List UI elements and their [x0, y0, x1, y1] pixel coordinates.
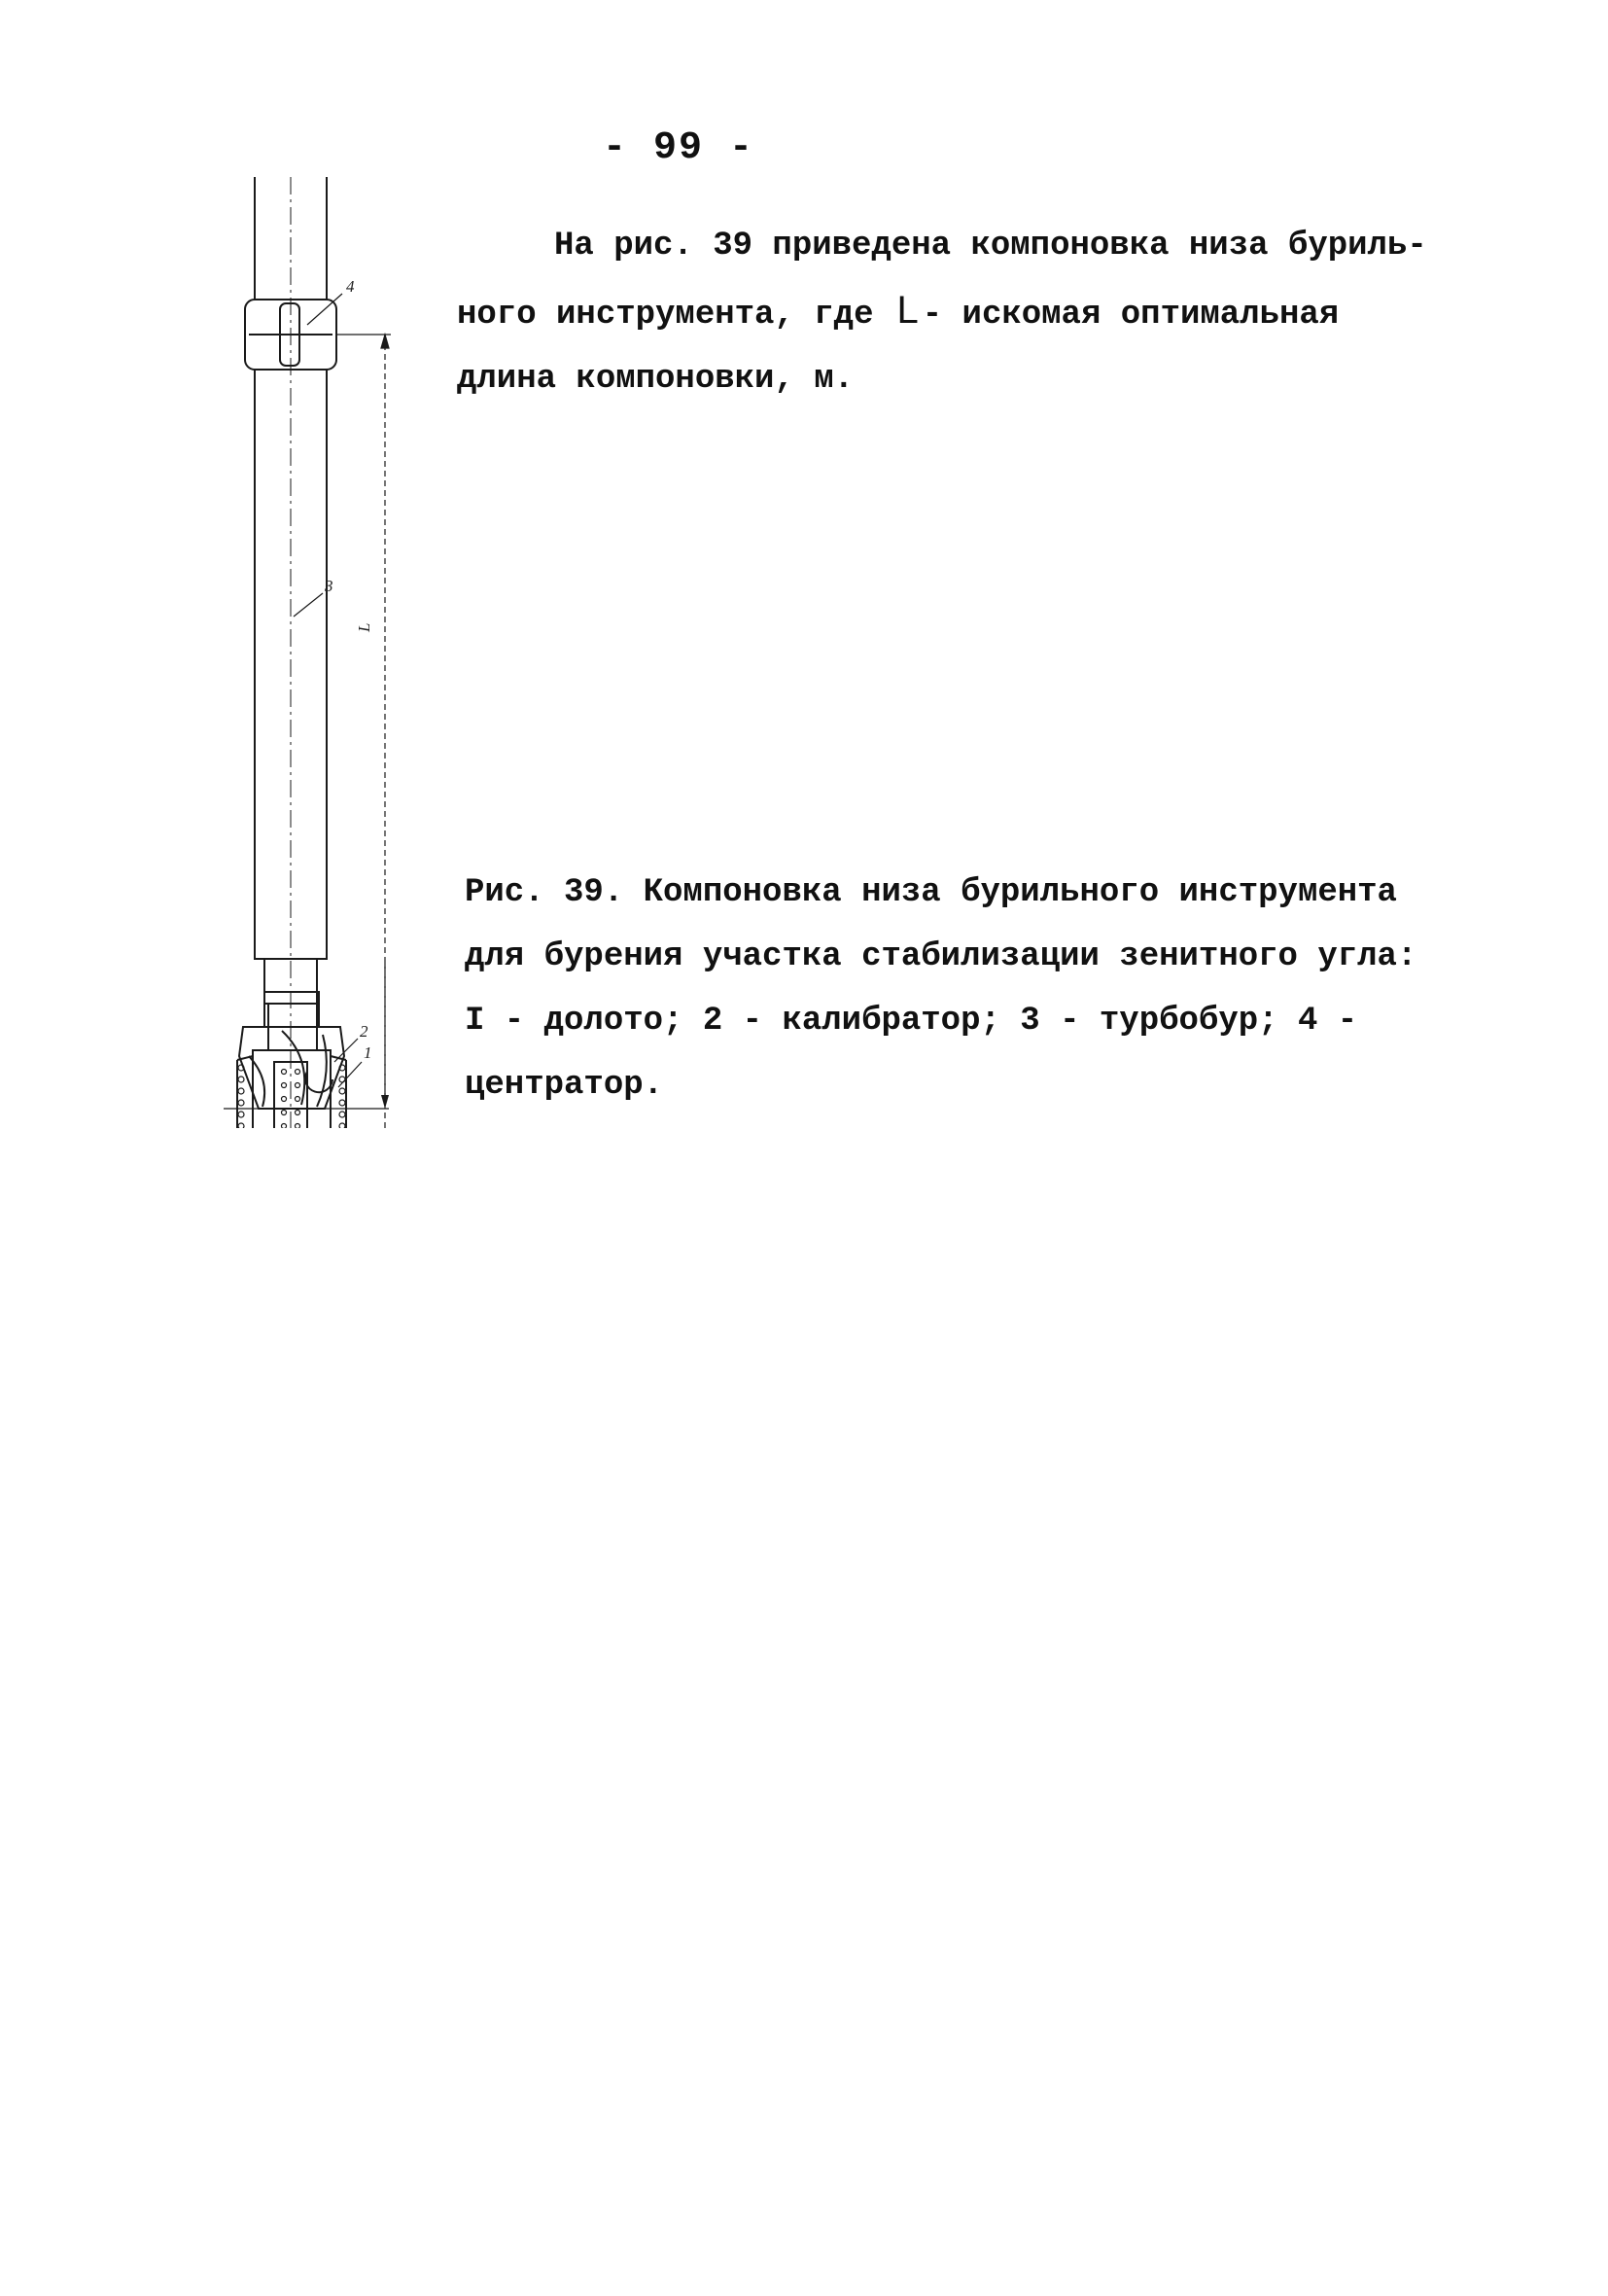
- callout-1: 1: [364, 1043, 372, 1062]
- drill-bit-part-1: [239, 1027, 344, 1109]
- paragraph-line-2-start: ного инструмента, где: [457, 297, 874, 334]
- dimension-label: L: [355, 622, 373, 632]
- paragraph-line-1: На рис. 39 приведена компоновка низа буриль-: [554, 228, 1427, 265]
- callout-4: 4: [346, 277, 355, 296]
- bit-drawing-svg: [224, 963, 418, 1138]
- caption-line-2: для бурения участка стабилизации зенитного угла:: [465, 938, 1417, 975]
- paragraph-line-3: длина компоновки, м.: [457, 361, 855, 398]
- figure-caption: [465, 861, 1437, 1117]
- bit-shank: [264, 992, 319, 1027]
- paragraph-line-2: [457, 278, 1429, 347]
- bit-cone-arc: [305, 1072, 332, 1092]
- leader-1: [338, 1062, 362, 1087]
- leader-3: [294, 593, 323, 617]
- bit-cone-lines: [249, 1031, 327, 1107]
- caption-line-4: центратор.: [465, 1067, 664, 1104]
- length-symbol: L: [896, 289, 919, 332]
- paragraph-line-2-end: - искомая оптимальная: [922, 297, 1340, 334]
- caption-line-3: I - долото; 2 - калибратор; 3 - турбобур; 4 -: [465, 1003, 1358, 1040]
- caption-line-1: Рис. 39. Компоновка низа бурильного инструмента: [465, 874, 1397, 911]
- callout-3: 3: [325, 577, 333, 595]
- body-paragraph: [457, 214, 1429, 411]
- callout-2: 2: [360, 1022, 368, 1041]
- page-number: - 99 -: [603, 126, 755, 170]
